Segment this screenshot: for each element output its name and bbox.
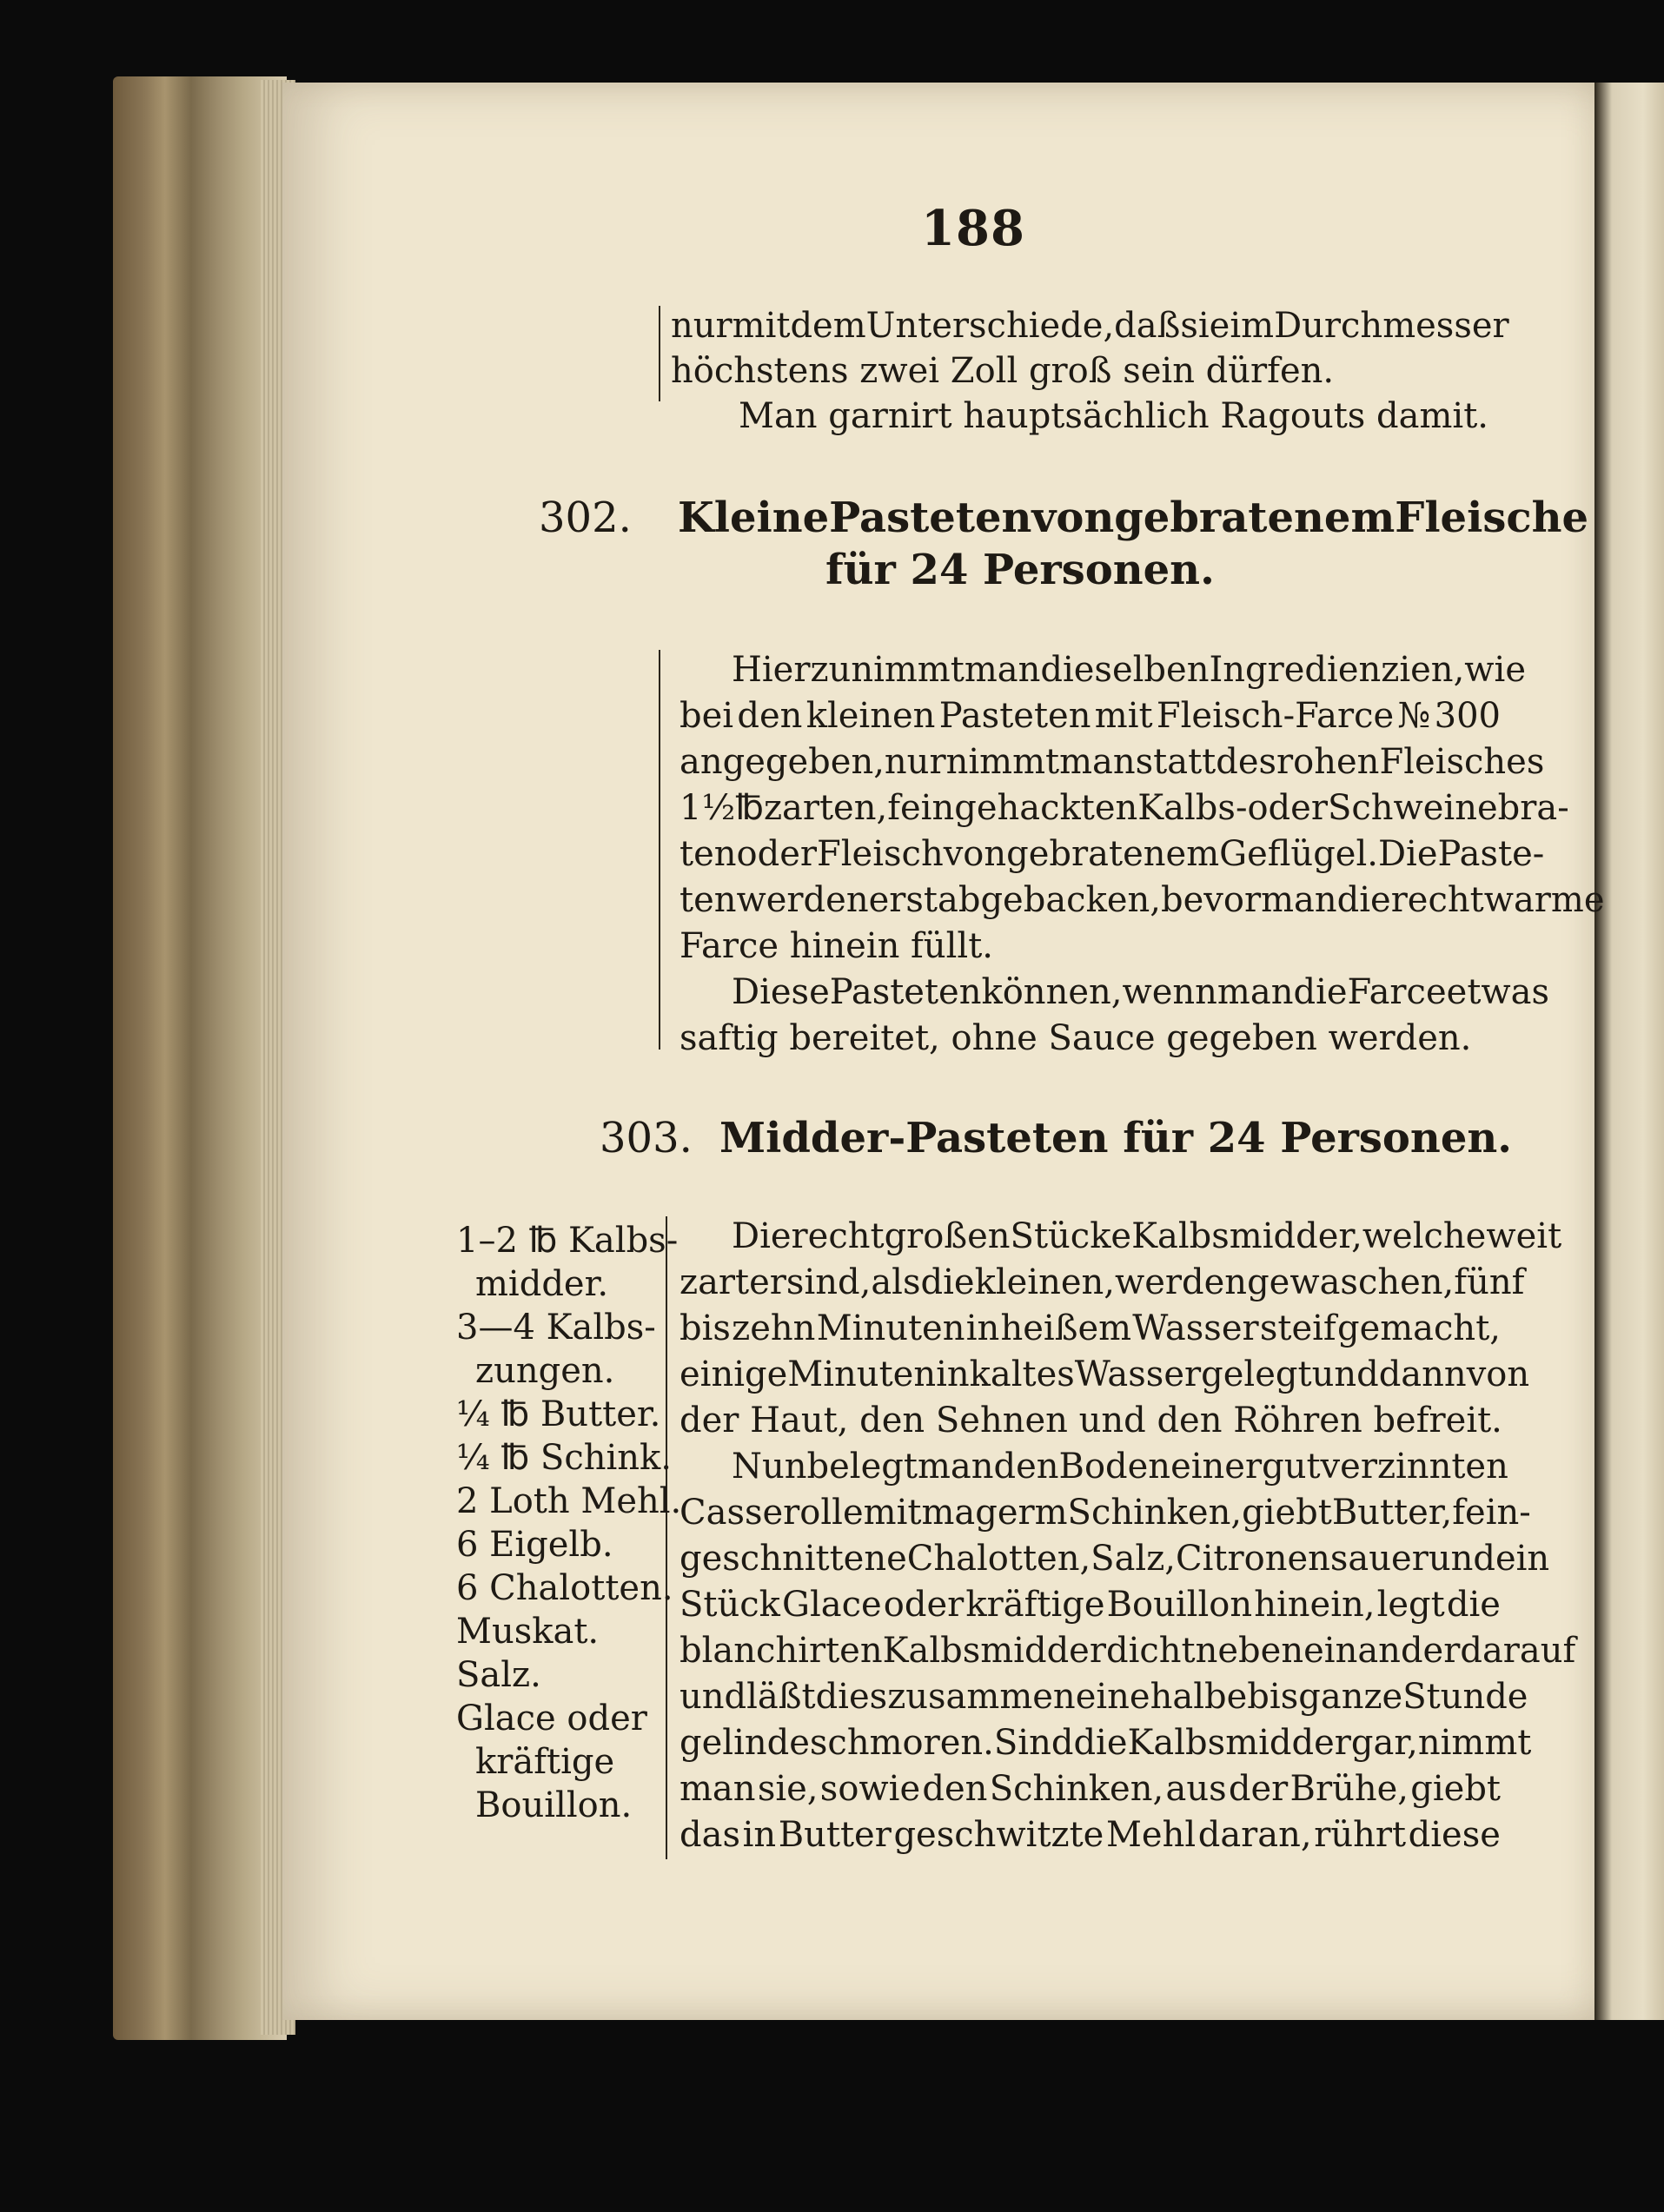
ingredient-line: 6 Chalotten.: [456, 1568, 673, 1608]
text-line: man sie, sowie den Schinken, aus der Brühe, giebt: [680, 1769, 1501, 1809]
ingredient-line: midder.: [475, 1264, 609, 1304]
ingredient-line: 3—4 Kalbs-: [456, 1308, 656, 1348]
margin-rule-303: [666, 1216, 667, 1859]
text-line: Casserolle mit magerm Schinken, giebt Butter, fein-: [680, 1493, 1531, 1533]
text-line: blanchirten Kalbsmidder dicht neben einander darauf: [680, 1631, 1576, 1671]
ingredient-line: zungen.: [475, 1351, 615, 1391]
text-line: bei den kleinen Pasteten mit Fleisch-Farce № 300: [680, 696, 1501, 736]
text-line: geschnittene Chalotten, Salz, Citronensauer und ein: [680, 1539, 1550, 1579]
text-line: Die recht großen Stücke Kalbsmidder, welche weit: [732, 1216, 1562, 1256]
text-line: das in Butter geschwitzte Mehl daran, rührt diese: [680, 1815, 1501, 1855]
recipe-title-302-line1: Kleine Pasteten von gebratenem Fleische: [678, 493, 1589, 542]
text-line: angegeben, nur nimmt man statt des rohen Fleisches: [680, 742, 1545, 782]
ingredient-line: ¼ ℔ Butter.: [456, 1394, 661, 1434]
text-line: Nun belegt man den Boden einer gut verzinnten: [732, 1447, 1508, 1487]
text-line: Stück Glace oder kräftige Bouillon hinein, legt die: [680, 1585, 1501, 1625]
ingredient-line: Glace oder: [456, 1699, 647, 1738]
ingredient-line: Salz.: [456, 1655, 541, 1695]
ingredient-line: 2 Loth Mehl.: [456, 1481, 682, 1521]
text-line: ten werden erst abgebacken, bevor man die recht warme: [680, 880, 1605, 920]
text-line: Diese Pasteten können, wenn man die Farce etwas: [732, 972, 1549, 1012]
text-line: Farce hinein füllt.: [680, 926, 993, 966]
text-line: 1½ ℔ zarten, feingehackten Kalbs- oder Schweinebra-: [680, 788, 1569, 828]
ingredient-line: 6 Eigelb.: [456, 1525, 613, 1565]
text-line: gelinde schmoren. Sind die Kalbsmidder gar, nimmt: [680, 1723, 1532, 1763]
text-line: Hierzu nimmt man dieselben Ingredienzien, wie: [732, 650, 1526, 690]
ingredient-line: kräftige: [475, 1742, 615, 1782]
margin-rule-top: [659, 306, 660, 401]
recipe-number-303: 303.: [600, 1114, 693, 1162]
text-line: Man garnirt hauptsächlich Ragouts damit.: [739, 396, 1488, 436]
margin-rule-302: [659, 650, 660, 1050]
recipe-title-303: Midder-Pasteten für 24 Personen.: [719, 1114, 1512, 1162]
text-line: der Haut, den Sehnen und den Röhren befreit.: [680, 1401, 1502, 1440]
text-line: höchstens zwei Zoll groß sein dürfen.: [671, 351, 1335, 391]
text-line: nur mit dem Unterschiede, daß sie im Durchmesser: [671, 306, 1509, 346]
text-line: saftig bereitet, ohne Sauce gegeben werden.: [680, 1018, 1472, 1058]
text-line: ten oder Fleisch von gebratenem Geflügel. Die Paste-: [680, 834, 1545, 874]
text-line: einige Minuten in kaltes Wasser gelegt und dann von: [680, 1354, 1530, 1394]
text-line: und läßt dies zusammen eine halbe bis ganze Stunde: [680, 1677, 1528, 1717]
text-line: bis zehn Minuten in heißem Wasser steif gemacht,: [680, 1308, 1501, 1348]
ingredient-line: ¼ ℔ Schink.: [456, 1438, 672, 1478]
recipe-number-302: 302.: [539, 493, 632, 542]
ingredient-line: 1–2 ℔ Kalbs-: [456, 1221, 679, 1261]
text-line: zarter sind, als die kleinen, werden gewaschen, fünf: [680, 1262, 1525, 1302]
page-number: 188: [921, 200, 1025, 257]
recipe-title-302-line2: für 24 Personen.: [825, 546, 1215, 594]
ingredient-line: Bouillon.: [475, 1785, 633, 1825]
ingredient-line: Muskat.: [456, 1612, 600, 1652]
